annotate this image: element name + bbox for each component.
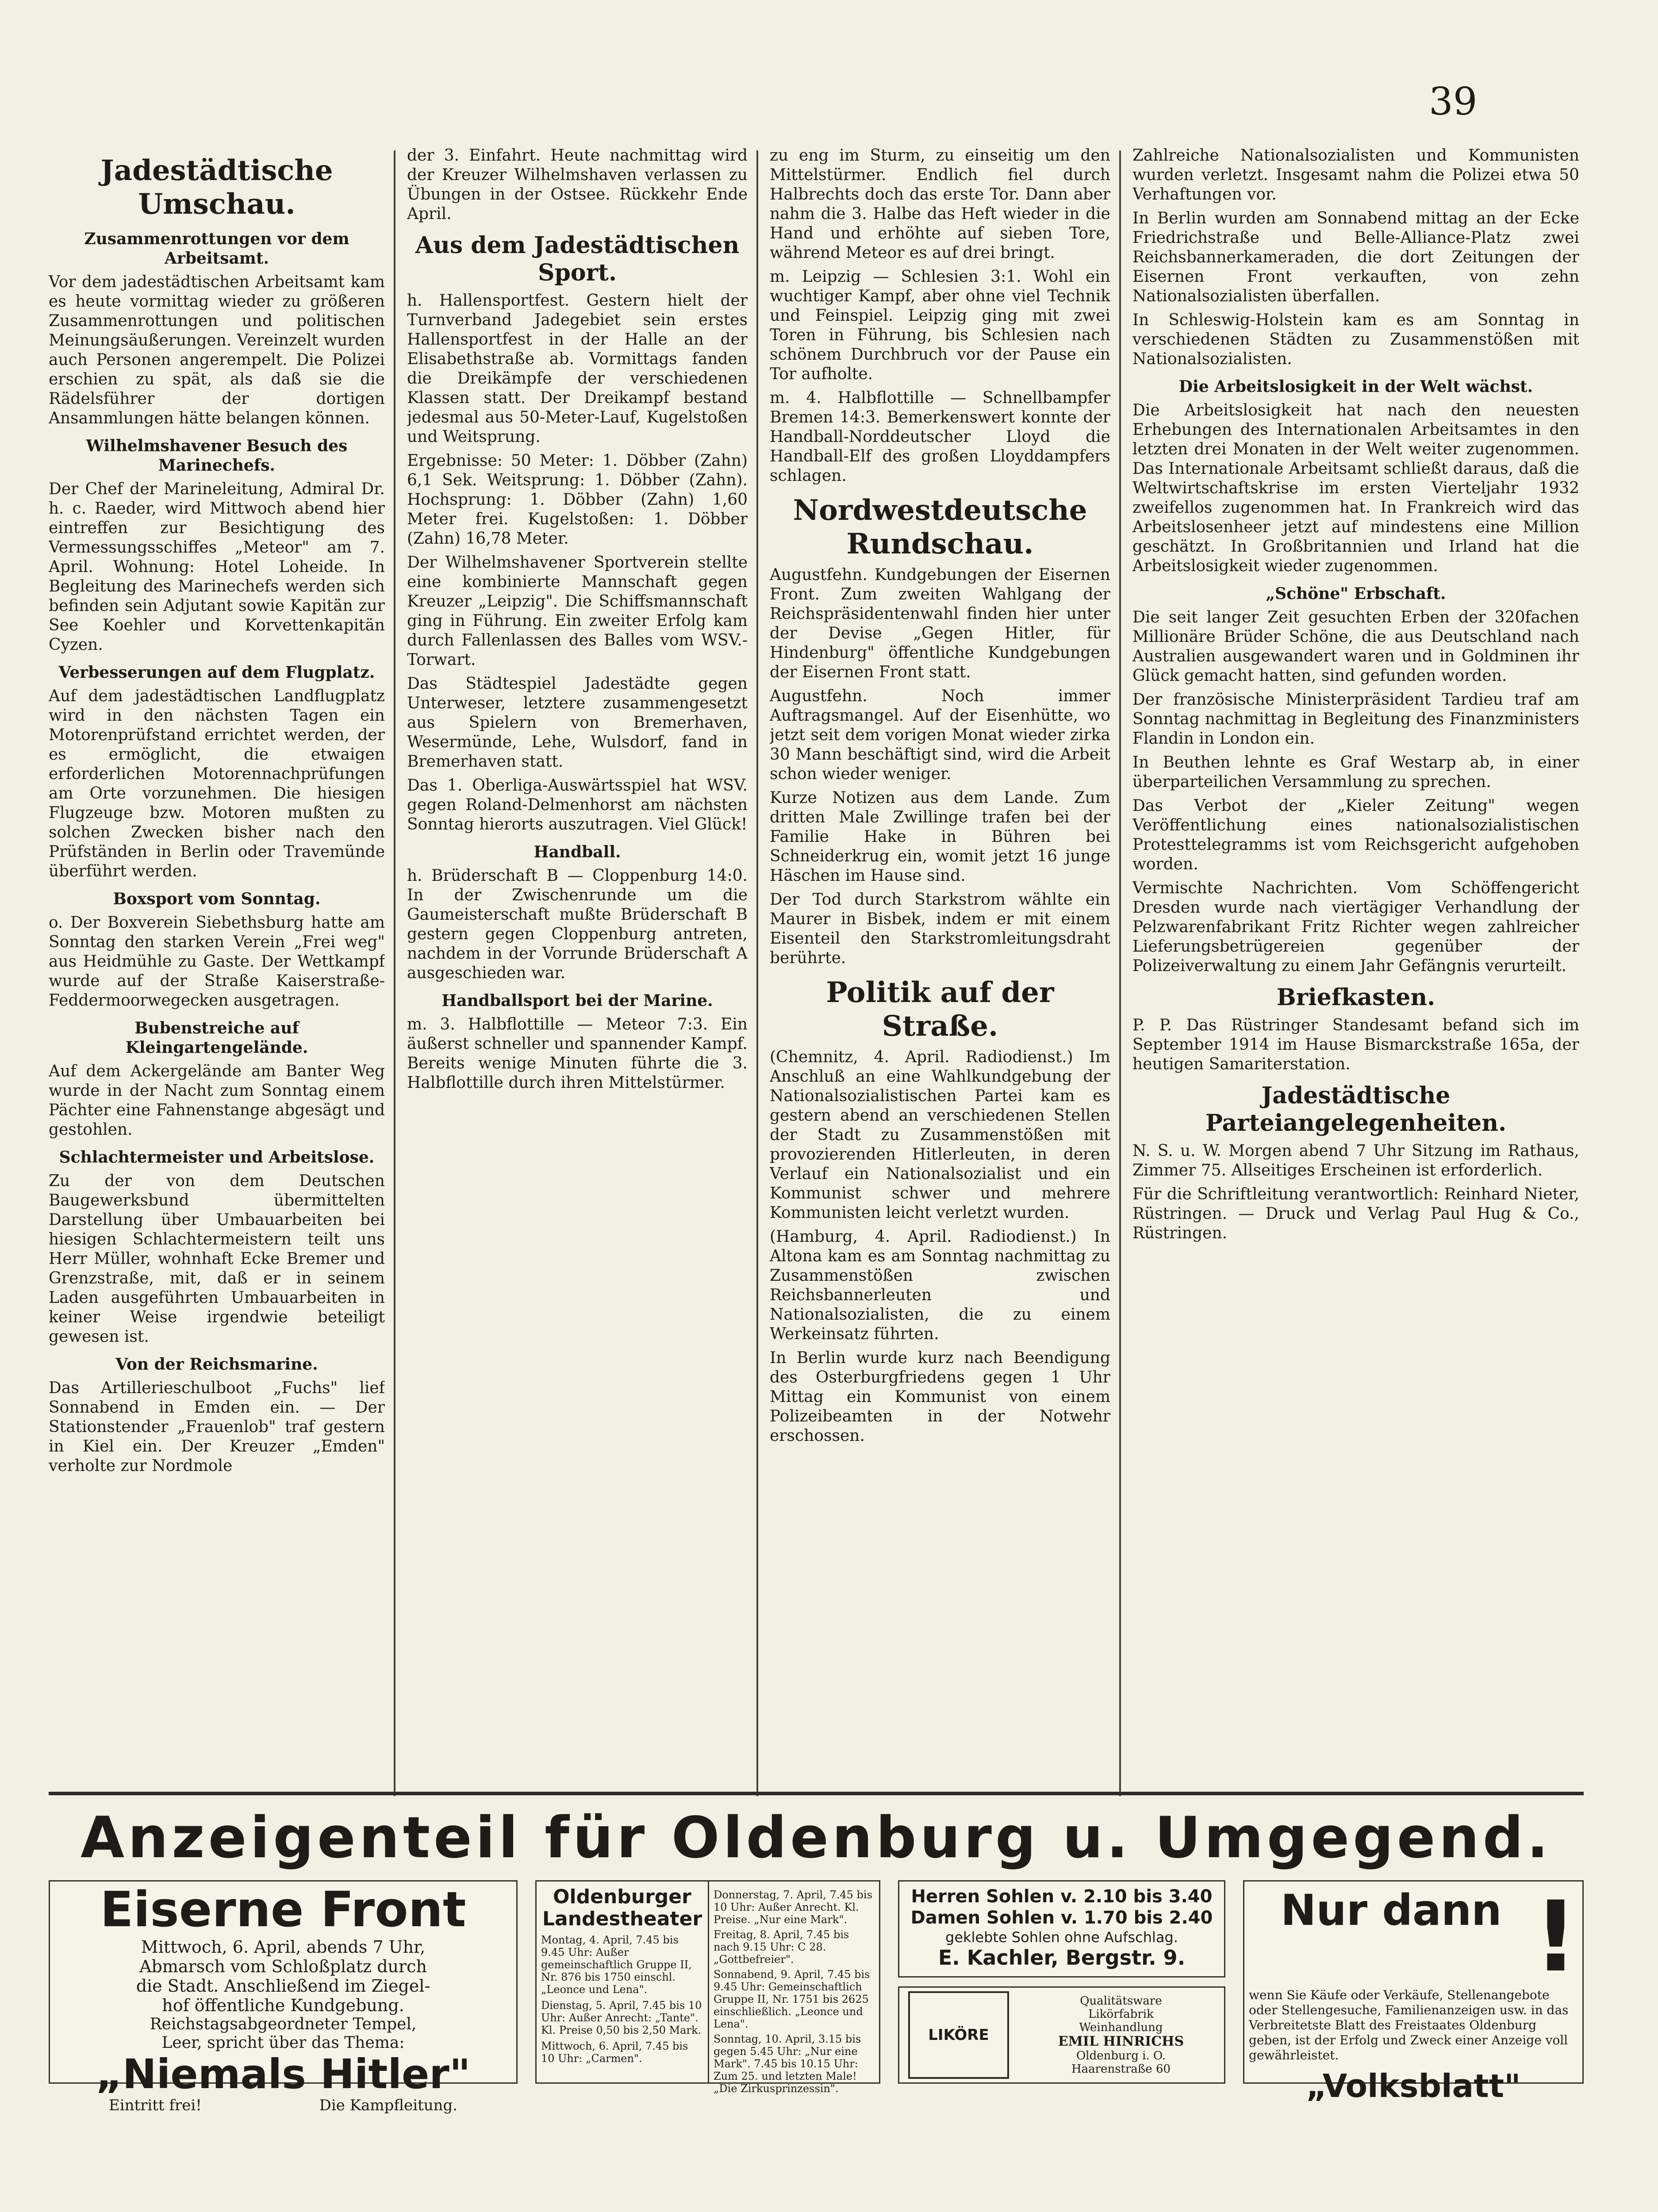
ad-line: E. Kachler, Bergstr. 9. xyxy=(938,1946,1186,1970)
ad-line: Likörfabrik xyxy=(1088,2008,1154,2021)
article-paragraph: In Beuthen lehnte es Graf Westarp ab, in einer überparteilichen Versammlung zu sprechen. xyxy=(1132,753,1579,791)
page-number: 39 xyxy=(1429,80,1478,124)
ad-line: die Stadt. Anschließend im Ziegel- xyxy=(136,1976,430,1996)
article-heading: „Schöne" Erbschaft. xyxy=(1266,584,1446,603)
ad-volksblatt-head xyxy=(1249,1880,1578,1993)
ads-section-title: Anzeigenteil für Oldenburg u. Umgegend. xyxy=(81,1805,1552,1871)
article-paragraph: Vermischte Nachrichten. Vom Schöffengericht Dresden wurde nach viertägiger Verhandlung der Pelzwarenfabrikant Fritz Richter wegen zahlreicher Lieferungsbetrügereien gegenüber der Polizeiverwaltung zu einem Jahr Gefängnis verurteilt. xyxy=(1132,879,1579,975)
article-paragraph: Auf dem Ackergelände am Banter Weg wurde in der Nacht zum Sonntag einem Pächter eine Fahnenstange abgesägt und gestohlen. xyxy=(49,1062,385,1139)
column-rule xyxy=(756,150,758,1796)
ad-entry: Montag, 4. April, 7.45 bis 9.45 Uhr: Außer gemeinschaftlich Gruppe II, Nr. 876 bis 1750 einschl. „Leonce und Lena". xyxy=(541,1934,692,1996)
article-paragraph: (Chemnitz, 4. April. Radiodienst.) Im Anschluß an eine Wahlkundgebung der Nationalsozialistischen Partei kam es gestern abend an verschiedenen Stellen der Stadt zu Zusammenstößen mit provozierenden Hitlerleuten, in deren Verlauf ein Nationalsozialist und ein Kommunist schwer und mehrere Kommunisten leicht verletzt wurden. xyxy=(770,1048,1110,1222)
article-paragraph: Das 1. Oberliga-Auswärtsspiel hat WSV. gegen Roland-Delmenhorst am nächsten Sonntag hierorts auszutragen. Viel Glück! xyxy=(407,776,748,833)
article-paragraph: In Berlin wurde kurz nach Beendigung des Osterburgfriedens gegen 1 Uhr Mittag ein Kommunist von einem Polizeibeamten in der Notwehr erschossen. xyxy=(770,1349,1110,1445)
article-paragraph: (Hamburg, 4. April. Radiodienst.) In Altona kam es am Sonntag nachmittag zu Zusammenstößen zwischen Reichsbannerleuten und Nationalsozialisten, die zu einem Werkeinsatz führten. xyxy=(770,1228,1110,1343)
article-paragraph: In Berlin wurden am Sonnabend mittag an der Ecke Friedrichstraße und Belle-Alliance-Platz zwei Reichsbannerkameraden, die dort Zeitungen der Eisernen Front verkauften, von zehn Nationalsozialisten überfallen. xyxy=(1132,209,1579,305)
article-paragraph: Der Tod durch Starkstrom wählte ein Maurer in Bisbek, indem er mit einem Eisenteil den Starkstromleitungsdraht berührte. xyxy=(770,891,1110,967)
ad-footer xyxy=(50,2097,516,2114)
column-3 xyxy=(770,146,1110,1774)
ad-slogan: „Niemals Hitler" xyxy=(96,2051,471,2098)
article-paragraph: In Schleswig-Holstein kam es am Sonntag in verschiedenen Städten zu Zusammenstößen mit Nationalsozialisten. xyxy=(1132,311,1579,368)
ad-line: Qualitätsware xyxy=(1080,1994,1162,2008)
ad-footer-right: Die Kampfleitung. xyxy=(319,2097,458,2114)
article-paragraph: Das Städtespiel Jadestädte gegen Unterweser, letztere zusammengesetzt aus Spielern von Bremerhaven, Wesermünde, Lehe, Wulsdorf, fand in Bremerhaven statt. xyxy=(407,675,748,771)
article-paragraph: der 3. Einfahrt. Heute nachmittag wird der Kreuzer Wilhelmshaven verlassen zu Übungen in der Ostsee. Rückkehr Ende April. xyxy=(407,146,748,223)
article-paragraph: Augustfehn. Noch immer Auftragsmangel. Auf der Eisenhütte, wo jetzt seit dem vorigen Monat wieder zirka 30 Mann beschäftigt sind, wird die Arbeit schon wieder weniger. xyxy=(770,687,1110,783)
ad-badge: LIKÖRE xyxy=(908,1991,1009,2079)
section-heading: Nordwestdeutsche Rundschau. xyxy=(793,494,1087,561)
ad-title: Eiserne Front xyxy=(100,1881,466,1938)
ad-line: Oldenburg i. O. xyxy=(1076,2049,1166,2062)
ad-line: Herren Sohlen v. 2.10 bis 3.40 xyxy=(911,1886,1213,1907)
article-paragraph: Der Chef der Marineleitung, Admiral Dr. h. c. Raeder, wird Mittwoch abend hier eintreffen zur Besichtigung des Vermessungsschiffes „Meteor" am 7. April. Wohnung: Hotel Loheide. In Begleitung des Marinechefs werden sich befinden sein Adjutant sowie Kapitän zur See Koehler und Korvettenkapitän Cyzen. xyxy=(49,480,385,654)
section-heading: Politik auf der Straße. xyxy=(826,976,1054,1043)
article-paragraph: Die Arbeitslosigkeit hat nach den neuesten Erhebungen des Internationalen Arbeitsamtes in den letzten drei Monaten in der Welt weiter zugenommen. Das Internationale Arbeitsamt schließt daraus, daß die Weltwirtschaftskrise im ersten Vierteljahr 1932 zweifellos zugenommen hat. In Frankreich wird das Arbeitslosenheer jetzt auf mindestens eine Million geschätzt. In Großbritannien und Irland hat die Arbeitslosigkeit wieder zugenommen. xyxy=(1132,401,1579,575)
article-paragraph: m. Leipzig — Schlesien 3:1. Wohl ein wuchtiger Kampf, aber ohne viel Technik und Feinspiel. Leipzig ging mit zwei Toren in Führung, bis Schlesien nach schönem Durchbruch vor der Pause ein Tor aufholte. xyxy=(770,268,1110,383)
ad-title: Nur dann xyxy=(1281,1886,1502,1935)
imprint: Für die Schriftleitung verantwortlich: Reinhard Nieter, Rüstringen. — Druck und Verlag Paul Hug & Co., Rüstringen. xyxy=(1132,1185,1579,1242)
article-heading: Verbesserungen auf dem Flugplatz. xyxy=(58,663,375,682)
article-paragraph: P. P. Das Rüstringer Standesamt befand sich im September 1914 im Hause Bismarckstraße 165a, der heutigen Samariterstation. xyxy=(1132,1016,1579,1073)
ad-line: Leer, spricht über das Thema: xyxy=(161,2034,405,2052)
column-4 xyxy=(1132,146,1579,1774)
ad-footer-left: Eintritt frei! xyxy=(108,2097,202,2114)
ad-volksblatt xyxy=(1243,1880,1584,2104)
ad-theater-right xyxy=(709,1882,879,2095)
article-paragraph: h. Hallensportfest. Gestern hielt der Turnverband Jadegebiet sein erstes Hallensportfest in der Halle an der Elisabethstraße ab. Vormittags fanden die Dreikämpfe der verschiedenen Klassen statt. Der Dreikampf bestand jedesmal aus 50-Meter-Lauf, Kugelstoßen und Weitsprung. xyxy=(407,292,748,446)
article-paragraph: Die seit langer Zeit gesuchten Erben der 320fachen Millionäre Brüder Schöne, die aus Deutschland nach Australien ausgewandert waren und in Goldminen ihr Glück gemacht hatten, sind gefunden worden. xyxy=(1132,608,1579,685)
ad-likore xyxy=(898,1986,1225,2084)
article-paragraph: Zahlreiche Nationalsozialisten und Kommunisten wurden verletzt. Insgesamt nahm die Polizei etwa 50 Verhaftungen vor. xyxy=(1132,146,1579,204)
newspaper-page xyxy=(49,146,1584,2114)
section-heading: Aus dem Jadestädtischen Sport. xyxy=(415,232,740,286)
article-paragraph: Augustfehn. Kundgebungen der Eisernen Front. Zum zweiten Wahlgang der Reichspräsidentenwahl finden hier unter der Devise „Gegen Hitler, für Hindenburg" öffentliche Kundgebungen der Eisernen Front statt. xyxy=(770,566,1110,681)
column-rule xyxy=(394,150,395,1796)
article-heading: Handball. xyxy=(533,843,621,861)
article-paragraph: m. 4. Halbflottille — Schnellbampfer Bremen 14:3. Bemerkenswert konnte der Handball-Norddeutscher Lloyd die Handball-Elf des großen Lloyddampfers schlagen. xyxy=(770,389,1110,485)
ad-line: Mittwoch, 6. April, abends 7 Uhr, xyxy=(141,1937,426,1957)
article-paragraph: N. S. u. W. Morgen abend 7 Uhr Sitzung im Rathaus, Zimmer 75. Allseitiges Erscheinen ist erforderlich. xyxy=(1132,1142,1579,1179)
ad-title: Oldenburger Landestheater xyxy=(542,1886,702,1930)
article-paragraph: Das Verbot der „Kieler Zeitung" wegen Veröffentlichung eines nationalsozialistischen Protesttelegramms ist vom Reichsgericht aufgehoben worden. xyxy=(1132,797,1579,873)
column-1 xyxy=(49,146,385,1774)
ad-kachler xyxy=(898,1880,1225,1978)
ad-entry: Sonntag, 10. April, 3.15 bis gegen 5.45 Uhr: „Nur eine Mark". 7.45 bis 10.15 Uhr: Zum 25. und letzten Male! „Die Zirkusprinzessin". xyxy=(714,2033,861,2095)
ad-likore-text xyxy=(1018,1994,1224,2076)
article-paragraph: Der französische Ministerpräsident Tardieu traf am Sonntag nachmittag in Begleitung des Finanzministers Flandin in London ein. xyxy=(1132,691,1579,748)
ad-entry: Mittwoch, 6. April, 7.45 bis 10 Uhr: „Carmen". xyxy=(541,2040,688,2065)
ad-line: Damen Sohlen v. 1.70 bis 2.40 xyxy=(910,1908,1213,1928)
article-paragraph: Auf dem jadestädtischen Landflugplatz wird in den nächsten Tagen ein Motorenprüfstand errichtet werden, der es ermöglicht, die etwaigen erforderlichen Motorennachprüfungen am Orte vorzunehmen. Die hiesigen Flugzeuge bzw. Motoren mußten zu solchen Zwecken bisher nach den Prüfständen in Berlin oder Travemünde überführt werden. xyxy=(49,687,385,880)
ad-landestheater xyxy=(535,1880,880,2095)
ad-line: geklebte Sohlen ohne Aufschlag. xyxy=(945,1929,1178,1946)
article-paragraph: zu eng im Sturm, zu einseitig um den Mittelstürmer. Endlich fiel durch Halbrechts doch das erste Tor. Dann aber nahm die 3. Halbe das Heft wieder in die Hand und erhöhte auf sieben Tore, während Meteor es auf drei bringt. xyxy=(770,146,1110,262)
section-heading: Jadestädtische Parteiangelegenheiten. xyxy=(1205,1082,1507,1137)
ad-line: Reichstagsabgeordneter Tempel, xyxy=(150,2015,417,2033)
ad-eiserne-front xyxy=(49,1880,518,2114)
article-paragraph: Vor dem jadestädtischen Arbeitsamt kam es heute vormittag wieder zu größeren Zusammenrottungen und politischen Meinungsäußerungen. Vereinzelt wurden auch Personen angerempelt. Die Polizei erschien zu spät, als daß sie die Rädelsführer der dortigen Ansammlungen hätte belangen können. xyxy=(49,273,385,427)
ad-entry: Sonnabend, 9. April, 7.45 bis 9.45 Uhr: Gemeinschaftlich Gruppe II, Nr. 1751 bis 2625 einschließlich. „Leonce und Lena". xyxy=(714,1968,870,2030)
ad-line: hof öffentliche Kundgebung. xyxy=(162,1996,404,2015)
article-paragraph: Ergebnisse: 50 Meter: 1. Döbber (Zahn) 6,1 Sek. Weitsprung: 1. Döbber (Zahn). Hochsprung: 1. Döbber (Zahn) 1,60 Meter frei. Kugelstoßen: 1. Döbber (Zahn) 16,78 Meter. xyxy=(407,452,748,548)
article-heading: Handballsport bei der Marine. xyxy=(441,991,713,1010)
article-heading: Bubenstreiche auf Kleingartengelände. xyxy=(125,1019,308,1057)
column-rule xyxy=(1119,150,1121,1796)
ad-line: Haarenstraße 60 xyxy=(1071,2062,1171,2076)
ad-line: Weinhandlung xyxy=(1079,2021,1163,2034)
section-subheading: Zusammenrottungen vor dem Arbeitsamt. xyxy=(84,230,349,268)
article-heading: Die Arbeitslosigkeit in der Welt wächst. xyxy=(1178,377,1533,396)
ad-footer: „Volksblatt" xyxy=(1306,2067,1521,2104)
column-2 xyxy=(407,146,748,1774)
section-heading: Jadestädtische Umschau. xyxy=(100,154,333,221)
article-paragraph: m. 3. Halbflottille — Meteor 7:3. Ein äußerst schneller und spannender Kampf. Bereits wenige Minuten führte die 3. Halbflottille durch ihren Mittelstürmer. xyxy=(407,1015,748,1092)
ad-body: wenn Sie Käufe oder Verkäufe, Stellenangebote oder Stellengesuche, Familienanzeigen usw. in das Verbreitetste Blatt des Freistaates Oldenburg geben, ist der Erfolg und Zweck einer Anzeige voll gewährleistet. xyxy=(1249,1988,1569,2062)
article-paragraph: Der Wilhelmshavener Sportverein stellte eine kombinierte Mannschaft gegen Kreuzer „Leipzig". Die Schiffsmannschaft ging in Führung. Ein zweiter Erfolg kam durch Fallenlassen des Balles vom WSV.-Torwart. xyxy=(407,553,748,669)
article-paragraph: h. Brüderschaft B — Cloppenburg 14:0. In der Zwischenrunde um die Gaumeisterschaft mußte Brüderschaft B gestern gegen Cloppenburg antreten, nachdem in der Vorrunde Brüderschaft A ausgeschieden war. xyxy=(407,867,748,982)
ad-exclaim: ! xyxy=(1533,1880,1578,1993)
ad-theater-left xyxy=(537,1882,709,2082)
article-heading: Schlachtermeister und Arbeitslose. xyxy=(59,1148,375,1167)
article-paragraph: Das Artillerieschulboot „Fuchs" lief Sonnabend in Emden ein. — Der Stationstender „Frauenlob" traf gestern in Kiel ein. Der Kreuzer „Emden" verholte zur Nordmole xyxy=(49,1379,385,1475)
section-heading: Briefkasten. xyxy=(1276,984,1435,1011)
ad-line: Abmarsch vom Schloßplatz durch xyxy=(139,1957,427,1976)
article-heading: Boxsport vom Sonntag. xyxy=(113,890,321,908)
article-heading: Von der Reichsmarine. xyxy=(115,1355,318,1374)
article-heading: Wilhelmshavener Besuch des Marinechefs. xyxy=(86,437,348,475)
ad-line: EMIL HINRICHS xyxy=(1058,2034,1184,2049)
article-paragraph: Zu der von dem Deutschen Baugewerksbund übermittelten Darstellung über Umbauarbeiten bei hiesigen Schlachtermeistern teilt uns Herr Müller, wohnhaft Ecke Bremer und Grenzstraße, mit, daß er in seinem Laden ausgeführten Umbauarbeiten in keiner Weise irgendwie beteiligt gewesen ist. xyxy=(49,1172,385,1346)
ad-entry: Donnerstag, 7. April, 7.45 bis 10 Uhr: Außer Anrecht. Kl. Preise. „Nur eine Mark". xyxy=(714,1889,872,1926)
section-divider xyxy=(49,1792,1584,1795)
article-paragraph: o. Der Boxverein Siebethsburg hatte am Sonntag den starken Verein „Frei weg" aus Heidmühle zu Gaste. Der Wettkampf wurde auf der Straße Kaiserstraße-Feddermoorwegecken ausgetragen. xyxy=(49,914,385,1010)
article-paragraph: Kurze Notizen aus dem Lande. Zum dritten Male Zwillinge trafen bei der Familie Hake in Bühren bei Schneiderkrug ein, womit jetzt 16 junge Häschen im Hause sind. xyxy=(770,789,1110,885)
ad-entry: Freitag, 8. April, 7.45 bis nach 9.15 Uhr: C 28. „Gottbefreier". xyxy=(714,1928,849,1966)
ad-entry: Dienstag, 5. April, 7.45 bis 10 Uhr: Außer Anrecht: „Tante". Kl. Preise 0,50 bis 2,50 Mark. xyxy=(541,1999,702,2036)
